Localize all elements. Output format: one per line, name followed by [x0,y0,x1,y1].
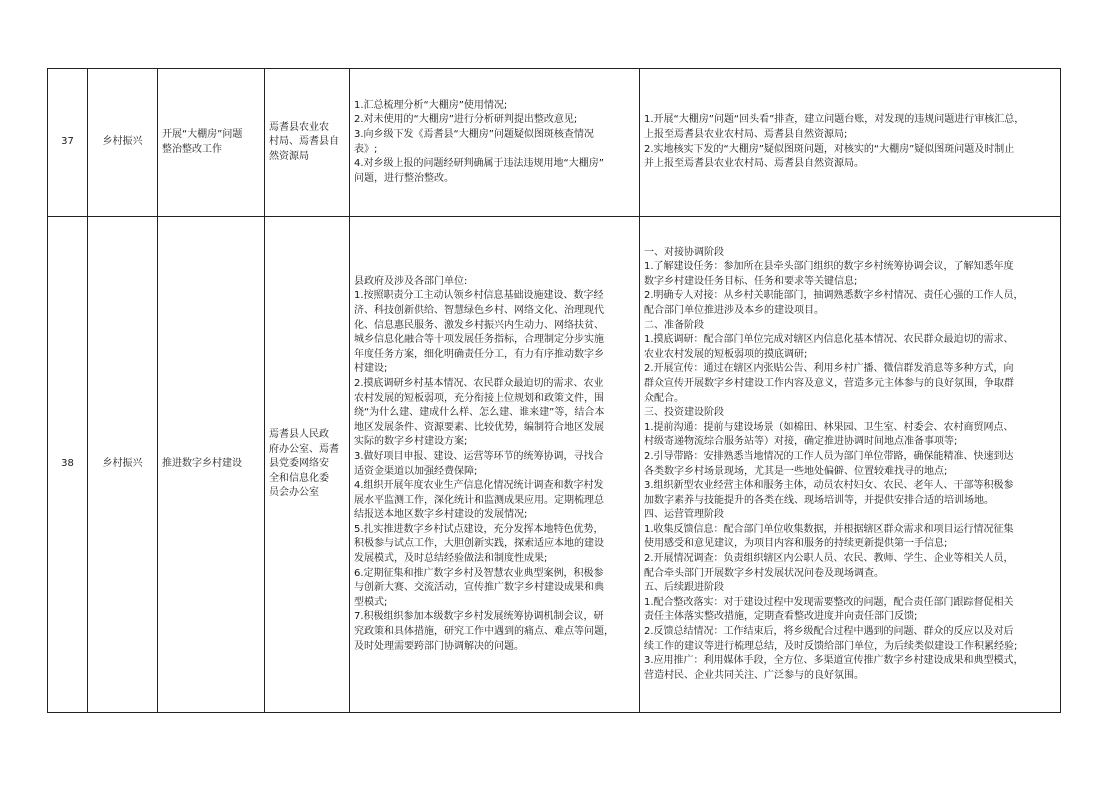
table-row [48,69,1061,217]
step-line: 五、后续跟进阶段 [644,582,724,594]
step-line: 1.收集反馈信息：配合部门单位收集数据，并根据辖区群众需求和项目运行情况征集 [644,523,1014,535]
measure-line: 及时处理需要跨部门协调解决的问题。 [354,640,524,652]
step-line: 1.配合整改落实：对于建设过程中发现需要整改的问题，配合责任部门跟踪督促相关 [644,596,1014,608]
measure-line: 2.摸底调研乡村基本情况、农民群众最迫切的需求、农业 [354,377,604,389]
step-line: 1.摸底调研：配合部门单位完成对辖区内信息化基本情况、农民群众最迫切的需求、 [644,334,1014,346]
measure-line: 展水平监测工作，深化统计和监测成果应用。定期梳理总 [354,494,604,506]
measure-line: 问题，进行整治整改。 [354,172,454,184]
step-line: 续工作的建议等进行梳理总结，及时反馈给部门单位，为后续类似建设工作积累经验; [644,640,1018,652]
measure-line: 年度任务方案，细化明确责任分工，有力有序推动数字乡 [354,348,604,360]
row-number [48,217,88,713]
task-line: 开展“大棚房”问题 [162,128,243,140]
department-line: 焉耆县人民政 [269,429,329,441]
measure-line: 地区发展条件、资源要素、比较优势，编制符合地区发展 [354,421,604,433]
step-line: 上报至焉耆县农业农村局、焉耆县自然资源局; [644,128,848,140]
measure-line: 2.对未使用的“大棚房”进行分析研判提出整改意见; [354,114,578,126]
measure-line: 城乡信息化融合等十项发展任务指标，合理制定分步实施 [354,334,604,346]
step-line: 各类数字乡村场景现场，尤其是一些地处偏僻、位置较难找寻的地点; [644,465,948,477]
measure-line: 村建设; [354,363,388,375]
step-line: 村级寄递物流综合服务站等）对接，确定推进协调时间地点准备事项等; [644,436,958,448]
measure-line: 表》; [354,143,378,155]
department-line: 然资源局 [269,150,309,162]
step-line: 使用感受和意见建议，为项目内容和服务的持续更新提供第一手信息; [644,538,948,550]
measure-line: 3.做好项目申报、建设、运营等环节的统筹协调，寻找合 [354,450,604,462]
measure-line: 发展模式，及时总结经验做法和制度性成果; [354,553,548,565]
measure-line: 7.积极组织参加本级数字乡村发展统筹协调机制会议，研 [354,611,604,623]
measure-line: 化、信息惠民服务、激发乡村振兴内生动力、网络扶贫、 [354,319,604,331]
step-line: 一、对接协调阶段 [644,246,724,258]
measure-line: 济、科技创新供给、智慧绿色乡村、网络文化、治理现代 [354,304,604,316]
department-cell [265,69,350,217]
table-row [48,217,1061,713]
step-line: 四、运营管理阶段 [644,509,724,521]
row-number [48,69,88,217]
category-text: 乡村振兴 [102,136,143,148]
task-line: 整治整改工作 [162,143,222,155]
measure-line: 1.按照职责分工主动认领乡村信息基础设施建设、数字经 [354,290,604,302]
task-line: 推进数字乡村建设 [162,458,242,470]
measure-line: 4.组织开展年度农业生产信息化情况统计调查和数字村发 [354,480,604,492]
measure-line: 实际的数字乡村建设方案; [354,436,468,448]
measure-line: 农村发展的短板弱项，充分衔接上位规划和政策文件，围 [354,392,604,404]
task-table [47,68,1061,713]
department-line: 村局、焉耆县自 [269,136,339,148]
measure-line: 4.对乡级上报的问题经研判确属于违法违规用地“大棚房” [354,158,604,170]
department-line: 府办公室、焉耆 [269,443,339,455]
step-line: 2.实地核实下发的“大棚房”疑似图斑问题，对核实的“大棚房”疑似图斑问题及时制止 [644,143,1015,155]
measure-line: 结报送本地区数字乡村建设的发展情况; [354,509,528,521]
department-line: 全和信息化委 [269,472,329,484]
step-line: 并上报至焉耆县农业农村局、焉耆县自然资源局。 [644,158,864,170]
step-line: 数字乡村建设任务目标、任务和要求等关键信息; [644,275,858,287]
department-line: 员会办公室 [269,487,319,499]
step-line: 2.开展宣传：通过在辖区内张贴公告、利用乡村广播、微信群发消息等多种方式，向 [644,363,1014,375]
task-cell [158,69,265,217]
row-number-text: 38 [61,458,74,470]
measure-line: 绕“为什么建、建成什么样、怎么建、谁来建”等，结合本 [354,407,605,419]
measure-line: 型模式; [354,596,388,608]
measure-line: 适资金渠道以加强经费保障; [354,465,478,477]
measure-line: 积极参与试点工作，大胆创新实践，探索适应本地的建设 [354,538,604,550]
step-line: 营造村民、企业共同关注、广泛参与的良好氛围。 [644,669,864,681]
measures-cell [350,69,640,217]
step-line: 1.了解建设任务：参加所在县牵头部门组织的数字乡村统筹协调会议，了解知悉年度 [644,261,1014,273]
department-cell [265,217,350,713]
step-line: 众配合。 [644,392,684,404]
measures-cell [350,217,640,713]
step-line: 2.开展情况调查：负责组织辖区内公职人员、农民、教师、学生、企业等相关人员， [644,553,1014,565]
step-line: 3.组织新型农业经营主体和服务主体，动员农村妇女、农民、老年人、干部等积极参 [644,480,1014,492]
step-line: 1.开展“大棚房”问题“回头看”排查，建立问题台账，对发现的违规问题进行审核汇总， [644,114,1025,126]
row-number-text: 37 [61,136,74,148]
measure-line: 县政府及涉及各部门单位: [354,275,468,287]
measure-line: 与创新大赛、交流活动，宣传推广数字乡村建设成果和典 [354,582,604,594]
department-line: 县党委网络安 [269,458,329,470]
department-line: 焉耆县农业农 [269,121,329,133]
step-line: 配合部门单位推进涉及本乡的建设项目。 [644,304,824,316]
category-text: 乡村振兴 [102,458,143,470]
step-line: 2.引导带路：安排熟悉当地情况的工作人员为部门单位带路，确保能精准、快速到达 [644,450,1014,462]
steps-cell [640,69,1061,217]
category-cell [88,69,158,217]
step-line: 1.提前沟通：提前与建设场景（如棉田、林果园、卫生室、村委会、农村商贸网点、 [644,421,1014,433]
measure-line: 究政策和具体措施，研究工作中遇到的痛点、难点等问题， [354,626,614,638]
measure-line: 6.定期征集和推广数字乡村及智慧农业典型案例，积极参 [354,567,604,579]
step-line: 群众宣传开展数字乡村建设工作内容及意义，营造多元主体参与的良好氛围，争取群 [644,377,1014,389]
step-line: 2.反馈总结情况：工作结束后，将乡级配合过程中遇到的问题、群众的反应以及对后 [644,626,1014,638]
step-line: 配合牵头部门开展数字乡村发展状况问卷及现场调查。 [644,567,884,579]
step-line: 3.应用推广：利用媒体手段，全方位、多渠道宣传推广数字乡村建设成果和典型模式， [644,655,1024,667]
step-line: 农业农村发展的短板弱项的摸底调研; [644,348,808,360]
step-line: 责任主体落实整改措施，定期查看整改进度并向责任部门反馈; [644,611,918,623]
step-line: 加数字素养与技能提升的各类在线、现场培训等，并提供安排合适的培训场地。 [644,494,994,506]
measure-line: 3.向乡级下发《焉耆县“大棚房”问题疑似图斑核查情况 [354,128,594,140]
task-cell [158,217,265,713]
step-line: 三、投资建设阶段 [644,407,724,419]
measure-line: 1.汇总梳理分析“大棚房”使用情况; [354,99,508,111]
measure-line: 5.扎实推进数字乡村试点建设，充分发挥本地特色优势， [354,523,604,535]
step-line: 二、准备阶段 [644,319,704,331]
step-line: 2.明确专人对接：从乡村关职能部门，抽调熟悉数字乡村情况、责任心强的工作人员， [644,290,1024,302]
steps-cell [640,217,1061,713]
category-cell [88,217,158,713]
